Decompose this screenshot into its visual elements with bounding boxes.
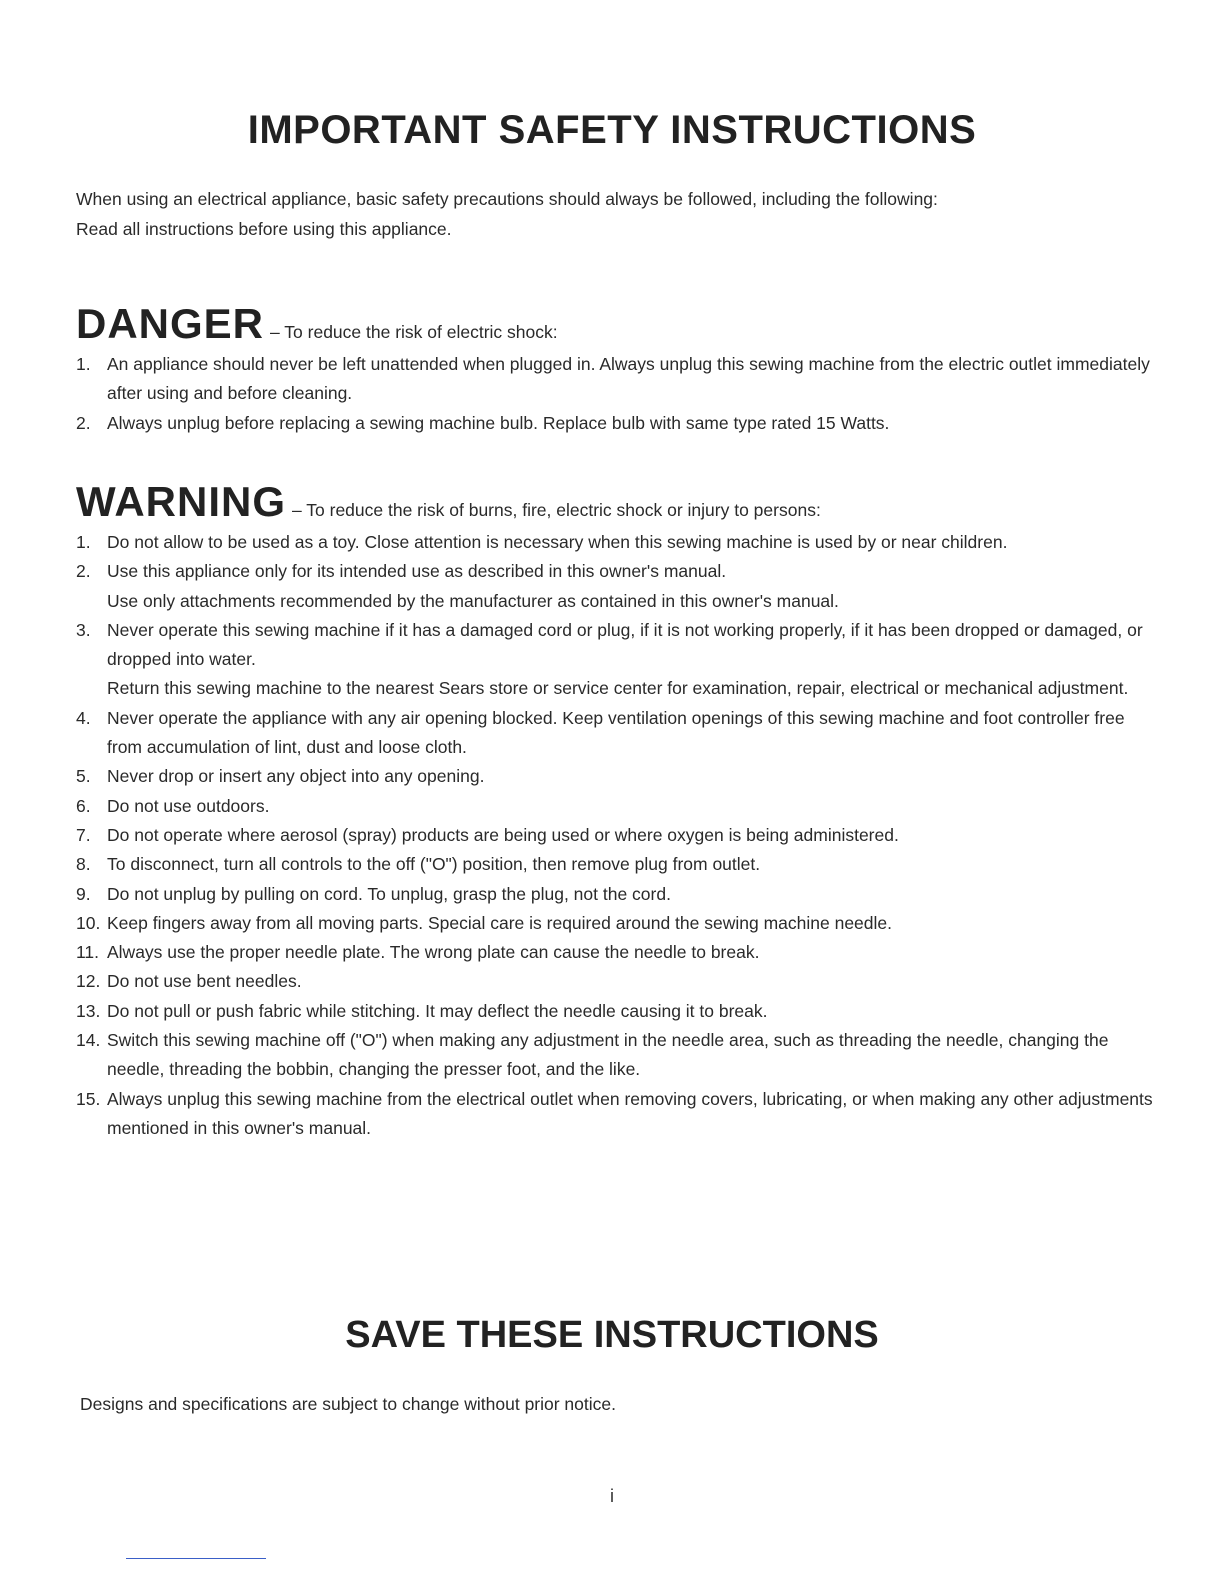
danger-subheading: – To reduce the risk of electric shock: [270,322,558,342]
footnote: Designs and specifications are subject to change without prior notice. [80,1394,616,1414]
list-item [76,409,1156,438]
list-item [76,1085,1156,1144]
warning-list [76,528,1156,1143]
page-number: i [610,1486,614,1506]
item-number: 2. [76,412,91,433]
item-text: Do not unplug by pulling on cord. To unplug, grasp the plug, not the cord. [107,883,671,904]
item-number: 9. [76,883,91,904]
item-number: 4. [76,707,91,728]
list-item [76,350,1156,409]
save-instructions-title: SAVE THESE INSTRUCTIONS [345,1314,879,1356]
list-item [76,850,1156,879]
item-text: Do not use bent needles. [107,971,302,992]
item-text: Return this sewing machine to the nearest Sears store or service center for examination, repair, electrical or mechanical adjustment. [107,678,1129,699]
list-item [76,792,1156,821]
list-item [76,880,1156,909]
item-number: 15. [76,1088,101,1109]
item-number: 12. [76,971,101,992]
list-item [76,997,1156,1026]
warning-subheading: – To reduce the risk of burns, fire, electric shock or injury to persons: [292,500,821,520]
item-text: Keep fingers away from all moving parts. Special care is required around the sewing machine needle. [107,912,893,933]
item-number: 5. [76,766,91,787]
item-number: 8. [76,854,91,875]
item-number: 6. [76,795,91,816]
footer-rule [126,1558,266,1559]
item-text: Always unplug before replacing a sewing machine bulb. Replace bulb with same type rated 15 Watts. [107,412,890,433]
item-number: 11. [76,942,100,963]
item-text: Never operate this sewing machine if it has a damaged cord or plug, if it is not working properly, if it has been dropped or damaged, or dropped into water. [107,619,1143,670]
intro-line: When using an electrical appliance, basic safety precautions should always be followed, including the following: [76,189,938,209]
list-item [76,557,1156,616]
list-item [76,967,1156,996]
item-text: To disconnect, turn all controls to the off ("O") position, then remove plug from outlet. [107,854,761,875]
list-item [76,909,1156,938]
danger-heading-word: DANGER [76,300,265,347]
list-item [76,616,1156,704]
item-number: 14. [76,1030,101,1051]
list-item [76,762,1156,791]
item-text: Do not pull or push fabric while stitching. It may deflect the needle causing it to break. [107,1000,768,1021]
warning-heading-word: WARNING [76,478,286,525]
warning-section [76,478,1156,1143]
item-text: Switch this sewing machine off ("O") when making any adjustment in the needle area, such as threading the needle, changing the needle, threading the bobbin, changing the presser foot, and the like. [107,1030,1109,1080]
danger-list [76,350,1156,438]
item-text: Use only attachments recommended by the manufacturer as contained in this owner's manual. [107,590,839,611]
list-item [76,528,1156,557]
item-number: 3. [76,619,91,640]
item-number: 10. [76,912,101,933]
item-number: 7. [76,824,91,845]
intro-line: Read all instructions before using this appliance. [76,219,452,239]
intro-paragraph [76,184,1156,244]
item-text: Always unplug this sewing machine from the electrical outlet when removing covers, lubricating, or when making any other adjustments mentioned in this owner's manual. [107,1088,1153,1138]
item-number: 2. [76,561,91,582]
page-title: IMPORTANT SAFETY INSTRUCTIONS [247,108,977,152]
item-text: An appliance should never be left unattended when plugged in. Always unplug this sewing machine from the electric outlet immediately after using and before cleaning. [107,354,1150,404]
item-number: 1. [76,354,91,374]
item-text: Never operate the appliance with any air opening blocked. Keep ventilation openings of this sewing machine and foot controller free from accumulation of lint, dust and loose cloth. [107,707,1125,758]
item-text: Use this appliance only for its intended use as described in this owner's manual. [107,561,727,582]
item-text: Do not use outdoors. [107,795,270,816]
item-number: 13. [76,1000,101,1021]
list-item [76,821,1156,850]
item-number: 1. [76,532,91,552]
item-text: Always use the proper needle plate. The wrong plate can cause the needle to break. [107,942,760,963]
item-text: Do not allow to be used as a toy. Close attention is necessary when this sewing machine is used by or near children. [107,532,1008,552]
danger-heading [76,300,1156,348]
item-text: Do not operate where aerosol (spray) products are being used or where oxygen is being administered. [107,824,899,845]
danger-section [76,300,1156,438]
list-item [76,938,1156,967]
item-text: Never drop or insert any object into any opening. [107,766,485,787]
list-item [76,704,1156,763]
list-item [76,1026,1156,1085]
warning-heading [76,478,1156,526]
